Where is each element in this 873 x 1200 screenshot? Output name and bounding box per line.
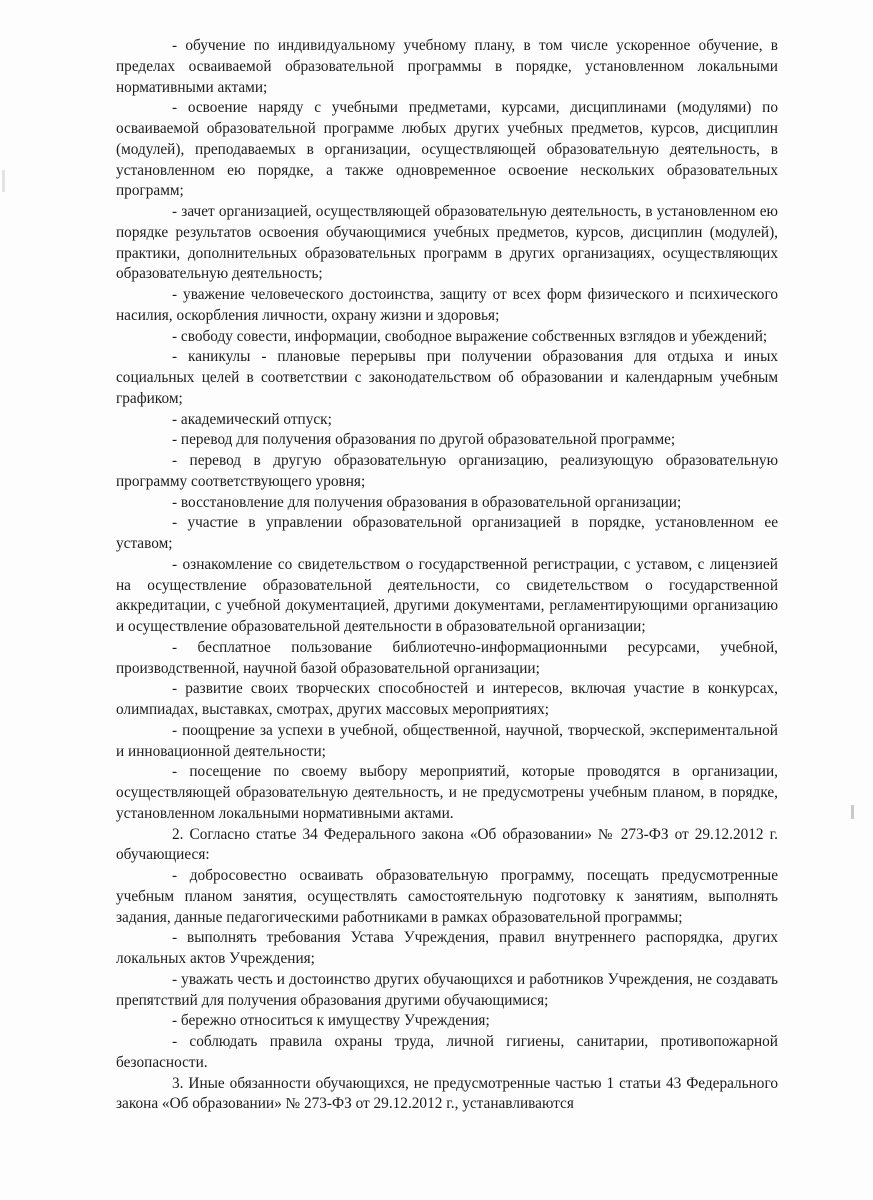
paragraph: - соблюдать правила охраны труда, личной гигиены, санитарии, противопожарной безопасности. — [116, 1033, 778, 1071]
paragraph: - выполнять требования Устава Учреждения, правил внутреннего распорядка, других локальных актов Учреждения; — [116, 929, 778, 967]
paragraph: - поощрение за успехи в учебной, общественной, научной, творческой, экспериментальной и инновационной деятельности; — [116, 721, 778, 760]
paragraph: - участие в управлении образовательной организацией в порядке, установленном ее уставом; — [116, 514, 778, 552]
scan-artifact — [2, 170, 5, 192]
paragraph: - бережно относиться к имуществу Учреждения; — [172, 1012, 490, 1030]
section-paragraph: 3. Иные обязанности обучающихся, не предусмотренные частью 1 статьи 43 Федерального закона «Об образовании» № 273-ФЗ от 29.12.2012 г., устанавливаются — [116, 1074, 778, 1113]
scan-artifact — [851, 805, 854, 819]
paragraph: - добросовестно осваивать образовательную программу, посещать предусмотренные учебным планом занятия, осуществлять самостоятельную подготовку к занятиям, выполнять задания, данные педагогическими работниками в рамках образовательной программы; — [116, 867, 778, 926]
paragraph: - уважение человеческого достоинства, защиту от всех форм физического и психического насилия, оскорбления личности, охрану жизни и здоровья; — [116, 286, 778, 324]
paragraph: - обучение по индивидуальному учебному плану, в том числе ускоренное обучение, в пределах осваиваемой образовательной программы в порядке, установленном локальными нормативными актами; — [116, 37, 778, 96]
paragraph: - каникулы - плановые перерывы при получении образования для отдыха и иных социальных целей в соответствии с законодательством об образовании и календарным учебным графиком; — [116, 348, 778, 407]
section-paragraph: 2. Согласно статье 34 Федерального закона «Об образовании» № 273-ФЗ от 29.12.2012 г. обучающиеся: — [116, 825, 778, 864]
paragraph: - уважать честь и достоинство других обучающихся и работников Учреждения, не создавать препятствий для получения образования другими обучающимися; — [116, 970, 778, 1009]
paragraph: - бесплатное пользование библиотечно-информационными ресурсами, учебной, производственной, научной базой образовательной организации; — [116, 638, 778, 677]
paragraph: - свободу совести, информации, свободное выражение собственных взглядов и убеждений; — [172, 327, 768, 345]
paragraph: - перевод для получения образования по другой образовательной программе; — [172, 431, 676, 449]
paragraph: - академический отпуск; — [172, 410, 332, 428]
paragraph: - посещение по своему выбору мероприятий, которые проводятся в организации, осуществляющей образовательную деятельность, и не предусмотрены учебным планом, в порядке, установленном локальными нормативными актами. — [116, 763, 778, 822]
paragraph: - освоение наряду с учебными предметами, курсами, дисциплинами (модулями) по осваиваемой образовательной программе любых других учебных предметов, курсов, дисциплин (модулей), преподаваемых в организации, осуществляющей образовательную деятельность, в установленном ею порядке, а также одновременное освоение нескольких образовательных программ; — [116, 99, 778, 200]
document-body — [116, 36, 778, 1115]
paragraph: - перевод в другую образовательную организацию, реализующую образовательную программу соответствующего уровня; — [116, 452, 778, 490]
paragraph: - зачет организацией, осуществляющей образовательную деятельность, в установленном ею порядке результатов освоения обучающимися учебных предметов, курсов, дисциплин (модулей), практики, дополнительных образовательных программ в других организациях, осуществляющих образовательную деятельность; — [116, 203, 778, 283]
paragraph: - ознакомление со свидетельством о государственной регистрации, с уставом, с лицензией на осуществление образовательной деятельности, со свидетельством о государственной аккредитации, с учебной документацией, другими документами, регламентирующими организацию и осуществление образовательной деятельности в образовательной организации; — [116, 555, 778, 635]
paragraph: - развитие своих творческих способностей и интересов, включая участие в конкурсах, олимпиадах, выставках, смотрах, других массовых мероприятиях; — [116, 680, 778, 718]
paragraph: - восстановление для получения образования в образовательной организации; — [172, 493, 682, 511]
